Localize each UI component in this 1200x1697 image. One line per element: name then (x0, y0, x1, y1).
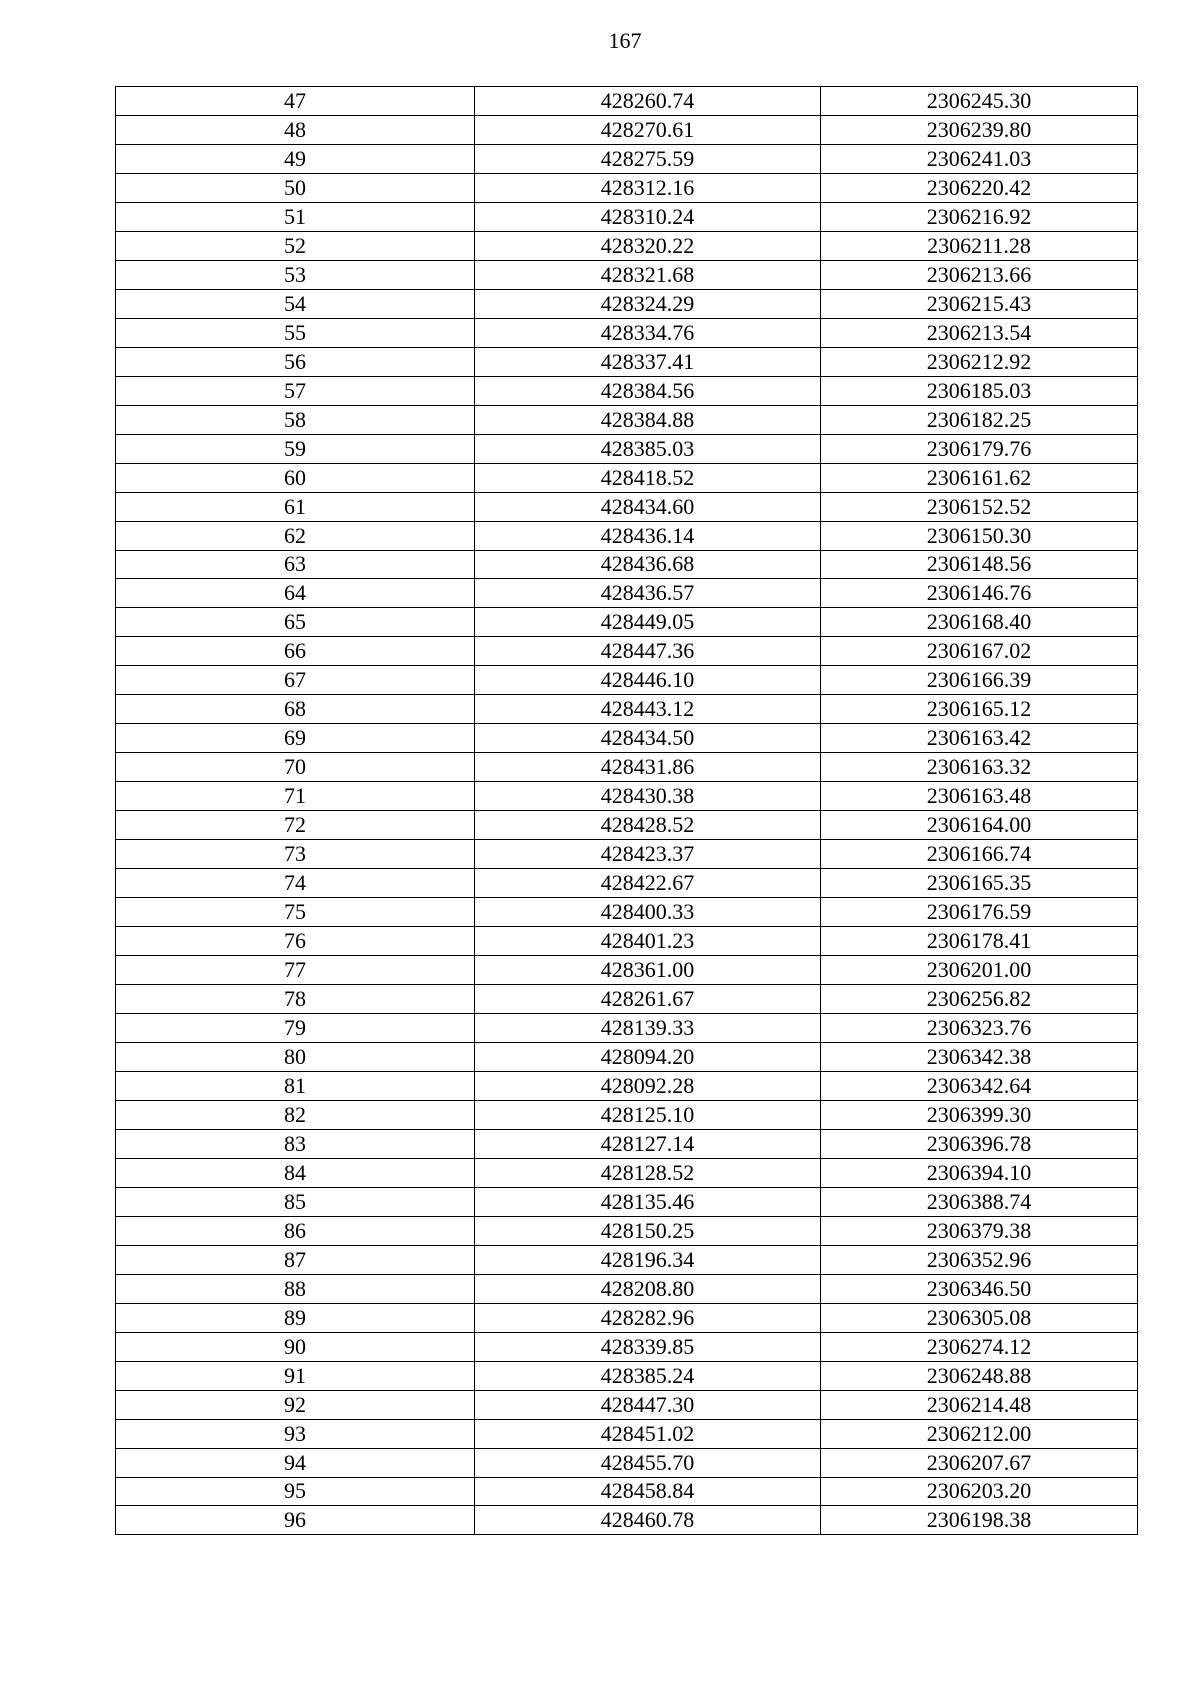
x-coordinate-cell: 428447.30 (475, 1390, 821, 1419)
y-coordinate-cell: 2306161.62 (821, 463, 1138, 492)
table-row (116, 87, 1138, 116)
point-number-cell: 57 (116, 376, 475, 405)
x-coordinate-cell: 428451.02 (475, 1419, 821, 1448)
x-coordinate-cell: 428384.56 (475, 376, 821, 405)
x-coordinate-cell: 428334.76 (475, 318, 821, 347)
point-number-cell: 72 (116, 811, 475, 840)
x-coordinate-cell: 428361.00 (475, 956, 821, 985)
point-number-cell: 84 (116, 1158, 475, 1187)
x-coordinate-cell: 428447.36 (475, 637, 821, 666)
point-number-cell: 52 (116, 231, 475, 260)
x-coordinate-cell: 428434.60 (475, 492, 821, 521)
x-coordinate-cell: 428270.61 (475, 115, 821, 144)
point-number-cell: 66 (116, 637, 475, 666)
table-row (116, 521, 1138, 550)
table-row (116, 840, 1138, 869)
y-coordinate-cell: 2306168.40 (821, 608, 1138, 637)
point-number-cell: 56 (116, 347, 475, 376)
y-coordinate-cell: 2306216.92 (821, 202, 1138, 231)
x-coordinate-cell: 428422.67 (475, 869, 821, 898)
table-row (116, 1390, 1138, 1419)
x-coordinate-cell: 428385.24 (475, 1361, 821, 1390)
y-coordinate-cell: 2306150.30 (821, 521, 1138, 550)
table-row (116, 434, 1138, 463)
x-coordinate-cell: 428094.20 (475, 1042, 821, 1071)
table-row (116, 260, 1138, 289)
point-number-cell: 90 (116, 1332, 475, 1361)
point-number-cell: 87 (116, 1245, 475, 1274)
y-coordinate-cell: 2306388.74 (821, 1187, 1138, 1216)
y-coordinate-cell: 2306394.10 (821, 1158, 1138, 1187)
y-coordinate-cell: 2306220.42 (821, 173, 1138, 202)
y-coordinate-cell: 2306342.64 (821, 1071, 1138, 1100)
x-coordinate-cell: 428384.88 (475, 405, 821, 434)
y-coordinate-cell: 2306213.66 (821, 260, 1138, 289)
point-number-cell: 53 (116, 260, 475, 289)
table-row (116, 1216, 1138, 1245)
point-number-cell: 95 (116, 1477, 475, 1506)
point-number-cell: 76 (116, 927, 475, 956)
table-row (116, 289, 1138, 318)
point-number-cell: 69 (116, 724, 475, 753)
point-number-cell: 86 (116, 1216, 475, 1245)
x-coordinate-cell: 428423.37 (475, 840, 821, 869)
point-number-cell: 67 (116, 666, 475, 695)
x-coordinate-cell: 428092.28 (475, 1071, 821, 1100)
point-number-cell: 60 (116, 463, 475, 492)
table-row (116, 550, 1138, 579)
point-number-cell: 70 (116, 753, 475, 782)
table-row (116, 1187, 1138, 1216)
table-row (116, 927, 1138, 956)
x-coordinate-cell: 428310.24 (475, 202, 821, 231)
point-number-cell: 58 (116, 405, 475, 434)
point-number-cell: 96 (116, 1506, 475, 1535)
y-coordinate-cell: 2306211.28 (821, 231, 1138, 260)
table-row (116, 1042, 1138, 1071)
y-coordinate-cell: 2306165.12 (821, 695, 1138, 724)
point-number-cell: 91 (116, 1361, 475, 1390)
y-coordinate-cell: 2306152.52 (821, 492, 1138, 521)
y-coordinate-cell: 2306214.48 (821, 1390, 1138, 1419)
table-row (116, 1158, 1138, 1187)
table-row (116, 492, 1138, 521)
x-coordinate-cell: 428135.46 (475, 1187, 821, 1216)
table-row (116, 956, 1138, 985)
y-coordinate-cell: 2306399.30 (821, 1100, 1138, 1129)
y-coordinate-cell: 2306215.43 (821, 289, 1138, 318)
point-number-cell: 78 (116, 985, 475, 1014)
table-row (116, 1245, 1138, 1274)
y-coordinate-cell: 2306396.78 (821, 1129, 1138, 1158)
point-number-cell: 82 (116, 1100, 475, 1129)
table-row (116, 1303, 1138, 1332)
y-coordinate-cell: 2306198.38 (821, 1506, 1138, 1535)
point-number-cell: 89 (116, 1303, 475, 1332)
y-coordinate-cell: 2306185.03 (821, 376, 1138, 405)
y-coordinate-cell: 2306163.42 (821, 724, 1138, 753)
table-row (116, 869, 1138, 898)
point-number-cell: 48 (116, 115, 475, 144)
point-number-cell: 80 (116, 1042, 475, 1071)
x-coordinate-cell: 428446.10 (475, 666, 821, 695)
x-coordinate-cell: 428324.29 (475, 289, 821, 318)
y-coordinate-cell: 2306256.82 (821, 985, 1138, 1014)
point-number-cell: 77 (116, 956, 475, 985)
x-coordinate-cell: 428449.05 (475, 608, 821, 637)
point-number-cell: 81 (116, 1071, 475, 1100)
point-number-cell: 50 (116, 173, 475, 202)
y-coordinate-cell: 2306178.41 (821, 927, 1138, 956)
table-row (116, 579, 1138, 608)
y-coordinate-cell: 2306241.03 (821, 144, 1138, 173)
table-row (116, 202, 1138, 231)
table-row (116, 811, 1138, 840)
table-row (116, 985, 1138, 1014)
table-row (116, 695, 1138, 724)
x-coordinate-cell: 428460.78 (475, 1506, 821, 1535)
y-coordinate-cell: 2306207.67 (821, 1448, 1138, 1477)
table-row (116, 637, 1138, 666)
y-coordinate-cell: 2306176.59 (821, 898, 1138, 927)
point-number-cell: 62 (116, 521, 475, 550)
table-row (116, 405, 1138, 434)
x-coordinate-cell: 428261.67 (475, 985, 821, 1014)
y-coordinate-cell: 2306163.32 (821, 753, 1138, 782)
y-coordinate-cell: 2306201.00 (821, 956, 1138, 985)
point-number-cell: 85 (116, 1187, 475, 1216)
point-number-cell: 68 (116, 695, 475, 724)
x-coordinate-cell: 428418.52 (475, 463, 821, 492)
x-coordinate-cell: 428434.50 (475, 724, 821, 753)
x-coordinate-cell: 428282.96 (475, 1303, 821, 1332)
x-coordinate-cell: 428128.52 (475, 1158, 821, 1187)
y-coordinate-cell: 2306323.76 (821, 1014, 1138, 1043)
table-row (116, 376, 1138, 405)
point-number-cell: 94 (116, 1448, 475, 1477)
x-coordinate-cell: 428275.59 (475, 144, 821, 173)
point-number-cell: 92 (116, 1390, 475, 1419)
x-coordinate-cell: 428127.14 (475, 1129, 821, 1158)
y-coordinate-cell: 2306165.35 (821, 869, 1138, 898)
table-row (116, 318, 1138, 347)
point-number-cell: 61 (116, 492, 475, 521)
coordinates-table (115, 86, 1138, 1535)
table-row (116, 173, 1138, 202)
x-coordinate-cell: 428208.80 (475, 1274, 821, 1303)
y-coordinate-cell: 2306182.25 (821, 405, 1138, 434)
point-number-cell: 73 (116, 840, 475, 869)
x-coordinate-cell: 428436.14 (475, 521, 821, 550)
x-coordinate-cell: 428385.03 (475, 434, 821, 463)
point-number-cell: 59 (116, 434, 475, 463)
y-coordinate-cell: 2306274.12 (821, 1332, 1138, 1361)
table-row (116, 666, 1138, 695)
x-coordinate-cell: 428455.70 (475, 1448, 821, 1477)
x-coordinate-cell: 428125.10 (475, 1100, 821, 1129)
x-coordinate-cell: 428436.57 (475, 579, 821, 608)
x-coordinate-cell: 428428.52 (475, 811, 821, 840)
x-coordinate-cell: 428150.25 (475, 1216, 821, 1245)
y-coordinate-cell: 2306213.54 (821, 318, 1138, 347)
point-number-cell: 93 (116, 1419, 475, 1448)
x-coordinate-cell: 428321.68 (475, 260, 821, 289)
table-row (116, 231, 1138, 260)
table-row (116, 1419, 1138, 1448)
table-row (116, 115, 1138, 144)
table-row (116, 724, 1138, 753)
x-coordinate-cell: 428443.12 (475, 695, 821, 724)
y-coordinate-cell: 2306166.74 (821, 840, 1138, 869)
point-number-cell: 71 (116, 782, 475, 811)
x-coordinate-cell: 428312.16 (475, 173, 821, 202)
y-coordinate-cell: 2306239.80 (821, 115, 1138, 144)
point-number-cell: 55 (116, 318, 475, 347)
point-number-cell: 83 (116, 1129, 475, 1158)
x-coordinate-cell: 428436.68 (475, 550, 821, 579)
point-number-cell: 47 (116, 87, 475, 116)
table-row (116, 608, 1138, 637)
point-number-cell: 64 (116, 579, 475, 608)
x-coordinate-cell: 428458.84 (475, 1477, 821, 1506)
x-coordinate-cell: 428430.38 (475, 782, 821, 811)
y-coordinate-cell: 2306163.48 (821, 782, 1138, 811)
table-row (116, 753, 1138, 782)
y-coordinate-cell: 2306203.20 (821, 1477, 1138, 1506)
table-row (116, 1129, 1138, 1158)
table-row (116, 1332, 1138, 1361)
y-coordinate-cell: 2306342.38 (821, 1042, 1138, 1071)
x-coordinate-cell: 428320.22 (475, 231, 821, 260)
table-row (116, 1361, 1138, 1390)
y-coordinate-cell: 2306212.92 (821, 347, 1138, 376)
table-row (116, 1274, 1138, 1303)
y-coordinate-cell: 2306164.00 (821, 811, 1138, 840)
x-coordinate-cell: 428260.74 (475, 87, 821, 116)
table-row (116, 1506, 1138, 1535)
table-row (116, 1014, 1138, 1043)
y-coordinate-cell: 2306167.02 (821, 637, 1138, 666)
point-number-cell: 63 (116, 550, 475, 579)
point-number-cell: 65 (116, 608, 475, 637)
point-number-cell: 74 (116, 869, 475, 898)
y-coordinate-cell: 2306379.38 (821, 1216, 1138, 1245)
x-coordinate-cell: 428139.33 (475, 1014, 821, 1043)
table-row (116, 1477, 1138, 1506)
point-number-cell: 75 (116, 898, 475, 927)
y-coordinate-cell: 2306352.96 (821, 1245, 1138, 1274)
point-number-cell: 79 (116, 1014, 475, 1043)
y-coordinate-cell: 2306305.08 (821, 1303, 1138, 1332)
table-row (116, 1071, 1138, 1100)
y-coordinate-cell: 2306248.88 (821, 1361, 1138, 1390)
point-number-cell: 49 (116, 144, 475, 173)
y-coordinate-cell: 2306245.30 (821, 87, 1138, 116)
table-row (116, 144, 1138, 173)
coordinates-table-body (116, 87, 1138, 1535)
table-row (116, 1448, 1138, 1477)
x-coordinate-cell: 428339.85 (475, 1332, 821, 1361)
y-coordinate-cell: 2306146.76 (821, 579, 1138, 608)
table-row (116, 347, 1138, 376)
y-coordinate-cell: 2306346.50 (821, 1274, 1138, 1303)
x-coordinate-cell: 428337.41 (475, 347, 821, 376)
y-coordinate-cell: 2306212.00 (821, 1419, 1138, 1448)
x-coordinate-cell: 428400.33 (475, 898, 821, 927)
table-row (116, 1100, 1138, 1129)
point-number-cell: 51 (116, 202, 475, 231)
table-row (116, 782, 1138, 811)
table-row (116, 898, 1138, 927)
page-number: 167 (608, 28, 642, 53)
x-coordinate-cell: 428196.34 (475, 1245, 821, 1274)
y-coordinate-cell: 2306148.56 (821, 550, 1138, 579)
x-coordinate-cell: 428431.86 (475, 753, 821, 782)
point-number-cell: 88 (116, 1274, 475, 1303)
point-number-cell: 54 (116, 289, 475, 318)
table-row (116, 463, 1138, 492)
x-coordinate-cell: 428401.23 (475, 927, 821, 956)
y-coordinate-cell: 2306179.76 (821, 434, 1138, 463)
y-coordinate-cell: 2306166.39 (821, 666, 1138, 695)
